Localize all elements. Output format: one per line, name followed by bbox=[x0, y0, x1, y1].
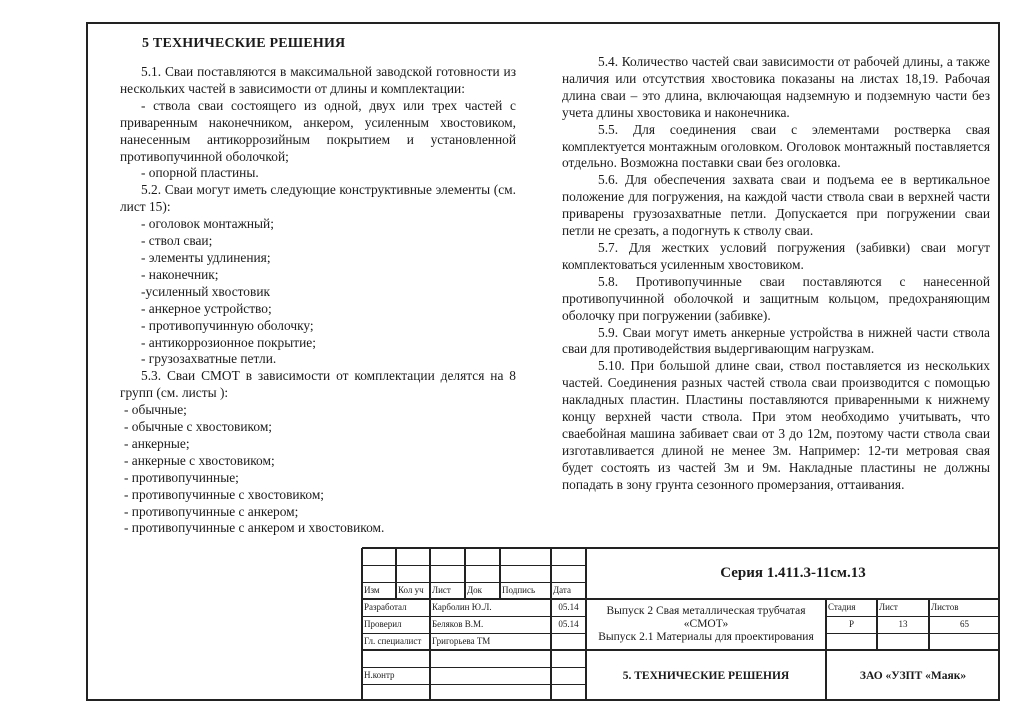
signature-role: Гл. специалист bbox=[364, 636, 422, 646]
issue-line: Выпуск 2.1 Материалы для проектирования bbox=[598, 631, 814, 643]
paragraph: - опорной пластины. bbox=[141, 165, 259, 181]
stage-value: 13 bbox=[898, 619, 908, 629]
paragraph: 5.10. При большой длине сваи, ствол поставляется из нескольких частей. Соединения разных частей ствола сваи производится с помощью накладных пластин. Пластины поставляются приваренными к нижнему концу верхней части ствола. При этом необходимо учитывать, что сваебойная машина забивает сваи от 3 до 12м, поэтому части ствола сваи изготавливается длиной не менее 3м. Например: 12-ти метровая свая будет состоять из частей 3м и 9м. Накладные пластины не должны попадать в зону грунта сезонного промерзания, оттаивания. bbox=[562, 358, 990, 492]
paragraph: 5.2. Сваи могут иметь следующие конструктивные элементы (см. лист 15): bbox=[120, 182, 516, 215]
paragraph: - анкерные; bbox=[124, 435, 190, 451]
table-rule bbox=[826, 633, 1000, 634]
paragraph: 5.7. Для жестких условий погружения (забивки) сваи могут комплектоваться усиленным хвостовиком. bbox=[562, 239, 990, 272]
paragraph: - ствола сваи состоящего из одной, двух или трех частей с приваренным наконечником, анкером, усиленным хвостовиком, нанесенным антикоррозийным покрытием и установленной противопучинной оболочкой; bbox=[120, 97, 516, 164]
paragraph: - противопучинные с анкером; bbox=[124, 503, 299, 519]
signature-role: Проверил bbox=[364, 619, 402, 629]
signature-name: Карболин Ю.Л. bbox=[432, 602, 492, 612]
signature-date: 05.14 bbox=[558, 602, 579, 612]
signature-role: Разработал bbox=[364, 602, 407, 612]
paragraph: 5.9. Сваи могут иметь анкерные устройства в нижней части ствола сваи для противодействия выдергивающим нагрузкам. bbox=[562, 324, 990, 357]
left-text-column bbox=[120, 64, 516, 537]
signature-role bbox=[362, 650, 430, 667]
issue-description bbox=[586, 599, 826, 650]
organization-name: ЗАО «УЗПТ «Маяк» bbox=[859, 669, 967, 682]
table-rule bbox=[586, 649, 1000, 651]
paragraph: - грузозахватные петли. bbox=[141, 351, 277, 367]
paragraph: - противопучинные с хвостовиком; bbox=[124, 486, 325, 502]
section-heading: 5 ТЕХНИЧЕСКИЕ РЕШЕНИЯ bbox=[142, 36, 346, 51]
stage-header: Листов bbox=[931, 602, 959, 612]
right-text-column bbox=[562, 54, 990, 494]
issue-line: Выпуск 2 Свая металлическая трубчатая bbox=[606, 605, 806, 617]
signature-date bbox=[551, 650, 586, 667]
stage-value: Р bbox=[848, 619, 854, 629]
column-header: Лист bbox=[432, 585, 451, 595]
paragraph: 5.4. Количество частей сваи зависимости от рабочей длины, а также наличия или отсутствия хвостовика показаны на листах 18,19. Рабочая длина сваи – это длина, включающая надземную и подземную части без учета длины хвостовика и наконечника. bbox=[562, 54, 990, 120]
sheet-title: 5. ТЕХНИЧЕСКИЕ РЕШЕНИЯ bbox=[622, 669, 790, 682]
signature-role bbox=[362, 684, 430, 701]
issue-line: «СМОТ» bbox=[683, 618, 729, 630]
paragraph: - анкерные с хвостовиком; bbox=[124, 452, 275, 468]
stage-header: Лист bbox=[879, 602, 898, 612]
paragraph: - элементы удлинения; bbox=[141, 249, 271, 265]
paragraph: 5.8. Противопучинные сваи поставляются с нанесенной противопучинной оболочкой и защитным кольцом, предохраняющим оболочку при погружении (забивке). bbox=[562, 273, 990, 323]
paragraph: - наконечник; bbox=[141, 266, 219, 282]
column-header: Подпись bbox=[502, 585, 536, 595]
signature-role: Н.контр bbox=[364, 670, 395, 680]
paragraph: - оголовок монтажный; bbox=[141, 216, 274, 232]
paragraph: - противопучинную оболочку; bbox=[141, 317, 314, 333]
paragraph: 5.6. Для обеспечения захвата сваи и подъема ее в вертикальное положение для погружения, на каждой части ствола сваи в верхней части приварены грузозахватные петли. Допускается при погружении сваи петли не срезать, а подогнуть к стволу сваи. bbox=[562, 172, 990, 239]
column-header: Док bbox=[467, 585, 483, 595]
paragraph: - обычные; bbox=[124, 402, 187, 418]
series-designation: Серия 1.411.3-11см.13 bbox=[720, 565, 866, 581]
paragraph: - противопучинные; bbox=[124, 469, 239, 485]
signature-date bbox=[551, 633, 586, 650]
column-header: Дата bbox=[553, 585, 571, 595]
signature-name: Григорьева ТМ bbox=[432, 636, 491, 646]
signature-name bbox=[430, 650, 500, 667]
stage-value: 65 bbox=[960, 619, 969, 629]
paragraph: 5.5. Для соединения сваи с элементами ростверка свая комплектуется монтажным оголовком. Оголовок монтажный поставляется отдельно. Возможна поставки сваи без оголовка. bbox=[562, 121, 990, 171]
paragraph: 5.1. Сваи поставляются в максимальной заводской готовности из нескольких частей в зависимости от длины и комплектации: bbox=[120, 64, 516, 96]
paragraph: - обычные с хвостовиком; bbox=[124, 419, 273, 435]
signature-name bbox=[430, 684, 500, 701]
table-rule bbox=[362, 547, 1000, 549]
paragraph: - противопучинные с анкером и хвостовиком. bbox=[124, 520, 385, 536]
signature-date bbox=[551, 684, 586, 701]
column-header: Кол уч bbox=[398, 585, 424, 595]
paragraph: - анкерное устройство; bbox=[141, 300, 272, 316]
signature-date bbox=[551, 667, 586, 684]
paragraph: 5.3. Сваи СМОТ в зависимости от комплектации делятся на 8 групп (см. листы ): bbox=[120, 368, 516, 401]
signature-date: 05.14 bbox=[558, 619, 579, 629]
paragraph: - антикоррозионное покрытие; bbox=[141, 334, 316, 350]
paragraph: - ствол сваи; bbox=[141, 233, 213, 249]
title-block bbox=[362, 548, 1000, 701]
signature-name bbox=[430, 667, 500, 684]
stage-header: Стадия bbox=[828, 602, 856, 612]
signature-name: Беляков В.М. bbox=[432, 619, 484, 629]
paragraph: -усиленный хвостовик bbox=[141, 283, 270, 299]
column-header: Изм bbox=[364, 585, 380, 595]
